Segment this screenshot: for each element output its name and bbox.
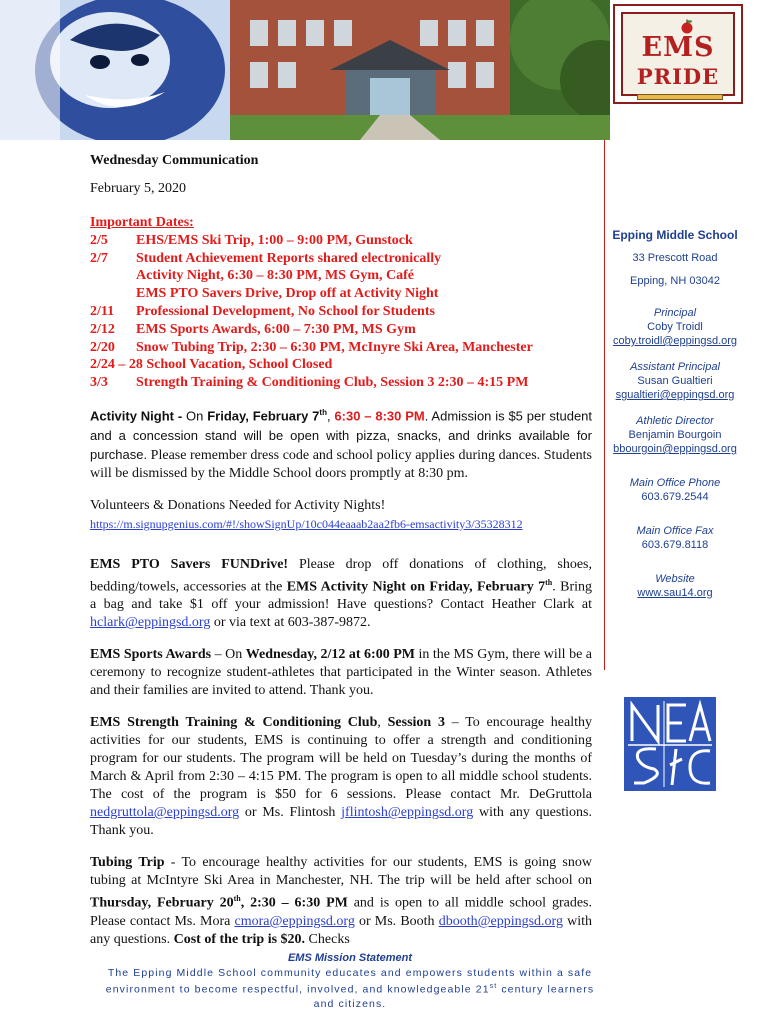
mission-statement: [100, 952, 600, 1011]
tubing-text-2: and is open to all middle school grades. Please contact Ms. Mora: [90, 895, 592, 929]
activity-night-paragraph: [90, 404, 592, 483]
activity-label: Activity Night -: [90, 408, 187, 424]
column-divider: [604, 140, 605, 670]
website-label: Website: [655, 573, 695, 585]
contact-name: Susan Gualtieri: [637, 375, 713, 387]
neasc-logo-text: [716, 697, 717, 698]
mora-email-link[interactable]: cmora@eppingsd.org: [234, 913, 355, 929]
tubing-sup: th: [233, 894, 241, 904]
date-row: [90, 250, 592, 268]
pto-event: EMS Activity Night on Friday, February 7: [286, 579, 546, 595]
tubing-paragraph: [90, 854, 592, 949]
newsletter-body: [90, 152, 592, 949]
volunteers-paragraph: [90, 497, 592, 534]
tubing-cost: Cost of the trip is $20.: [173, 931, 306, 947]
volunteers-text: Volunteers & Donations Needed for Activity Nights!: [90, 497, 386, 513]
sports-heading: EMS Sports Awards: [90, 647, 212, 663]
date-event: EHS/EMS Ski Trip, 1:00 – 9:00 PM, Gunstock: [136, 232, 413, 248]
pto-text: Please drop off donations of clothing, shoes, bedding/towels, accessories at the: [90, 556, 592, 595]
date-row: [90, 267, 592, 285]
mission-text-1: The Epping Middle School community educates and empowers students within a safe environment to become respectful, involved, and knowledgeable 21: [105, 967, 593, 996]
neasc-logo-icon: [624, 697, 716, 791]
date-event: Professional Development, No School for Students: [136, 303, 435, 319]
sports-text: in the MS Gym, there will be a ceremony to recognize student-athletes that participated in the Winter season. Athletes and their families are invited to attend. Thank you.: [90, 647, 593, 699]
date-cell: [90, 285, 136, 303]
logo-line-pride: PRIDE: [636, 64, 720, 89]
date-event: Student Achievement Reports shared electronically: [136, 250, 442, 266]
sports-paragraph: [90, 646, 592, 700]
date-event: Snow Tubing Trip, 2:30 – 6:30 PM, McInyre Ski Area, Manchester: [136, 339, 533, 355]
activity-text-2: Please remember dress code and school policy applies during dances. Students will be dismissed by the Middle School doors promptly at 8:30 pm.: [90, 447, 592, 481]
date-cell: 3/3: [90, 375, 108, 391]
date-cell: [90, 267, 136, 285]
tubing-text: - To encourage healthy activities for our students, EMS is going snow tubing at McIntyre Ski Area in Manchester, NH. The trip will be held after school on: [90, 855, 592, 889]
contact-name: Coby Troidl: [647, 321, 703, 333]
website-link[interactable]: www.sau14.org: [637, 587, 713, 599]
school-name: Epping Middle School: [612, 228, 738, 242]
pto-text-3: or via text at 603-387-9872.: [210, 615, 371, 631]
strength-comma: ,: [377, 715, 388, 731]
pto-text-2: . Bring a bag and take $1 off your admission! Have questions? Contact Heather Clark at: [90, 579, 593, 613]
contact-role: Athletic Director: [636, 415, 714, 427]
date-event: EMS PTO Savers Drive, Drop off at Activity Night: [136, 286, 439, 302]
tubing-day: Thursday, February 20: [90, 895, 234, 911]
important-dates: [90, 214, 592, 392]
signup-link[interactable]: https://m.signupgenius.com/#!/showSignUp/10c044eaaab2aa2fb6-emsactivity3/35328312: [90, 516, 523, 531]
tubing-text-4: Checks: [305, 931, 350, 947]
date-event: EMS Sports Awards, 6:00 – 7:30 PM, MS Gym: [136, 321, 416, 337]
tubing-time: , 2:30 – 6:30 PM: [240, 895, 348, 911]
date-cell: 2/11: [90, 303, 115, 319]
strength-text: – To encourage healthy activities for our students, EMS is continuing to offer a strength and conditioning program for our students. The program will be held on Tuesday’s during the months of March & April from 2:30 – 4:15 PM. The program is open to all middle school students. The cost of the program is $50 for 6 sessions. Please contact Mr. DeGruttola: [90, 715, 592, 803]
date-row: [90, 321, 592, 339]
strength-paragraph: [90, 714, 592, 840]
pto-paragraph: [90, 556, 592, 633]
newsletter-title: Wednesday Communication: [90, 153, 259, 168]
date-cell: 2/20: [90, 339, 115, 355]
school-street: 33 Prescott Road: [632, 252, 718, 264]
date-event: Activity Night, 6:30 – 8:30 PM, MS Gym, Café: [136, 268, 415, 284]
activity-on: On: [186, 408, 208, 424]
contact-role: Assistant Principal: [630, 361, 720, 373]
flintosh-email-link[interactable]: jflintosh@eppingsd.org: [341, 805, 474, 821]
ems-pride-logo: [613, 4, 743, 104]
date-event: Strength Training & Conditioning Club, Session 3 2:30 – 4:15 PM: [136, 375, 529, 391]
booth-email-link[interactable]: dbooth@eppingsd.org: [438, 913, 563, 929]
date-row: [90, 232, 592, 250]
contact-role: Principal: [653, 307, 697, 319]
activity-time: 6:30 – 8:30 PM: [334, 408, 425, 424]
neasc-accreditation-logo: [624, 697, 716, 791]
strength-session: Session 3: [387, 715, 445, 731]
date-row: [90, 374, 592, 392]
logo-line-ems: EMS: [641, 32, 715, 63]
fax-number: 603.679.8118: [641, 539, 709, 551]
tubing-text-3: with any questions.: [90, 913, 592, 947]
date-cell: 2/7: [90, 250, 108, 266]
hclark-email-link[interactable]: hclark@eppingsd.org: [90, 615, 211, 631]
strength-text-2: with any questions. Thank you.: [90, 805, 592, 839]
date-row: [90, 356, 592, 374]
pencil-icon: [637, 94, 723, 100]
tubing-or: or Ms. Booth: [354, 913, 439, 929]
mission-text: [100, 966, 600, 1011]
newsletter-date: February 5, 2020: [90, 181, 187, 196]
date-row: [90, 339, 592, 357]
assistant-principal-email-link[interactable]: sgualtieri@eppingsd.org: [615, 389, 735, 401]
strength-heading: EMS Strength Training & Conditioning Club: [90, 715, 378, 731]
phone-number: 603.679.2544: [641, 491, 709, 503]
date-row: [90, 303, 592, 321]
contact-name: Benjamin Bourgoin: [628, 429, 722, 441]
date-cell: 2/24 – 28 School Vacation, School Closed: [90, 357, 333, 373]
date-row: [90, 285, 592, 303]
pto-sup: th: [545, 577, 553, 587]
tubing-heading: Tubing Trip: [90, 855, 165, 871]
sports-dash: – On: [211, 647, 246, 663]
sports-when: Wednesday, 2/12 at 6:00 PM: [245, 647, 415, 663]
header-banner: [0, 0, 610, 140]
activity-day: Friday, February 7: [207, 408, 320, 424]
school-photo-illustration: [0, 0, 610, 140]
date-cell: 2/5: [90, 232, 108, 248]
activity-text: . Admission is $5 per student and a concession stand will be open with pizza, snacks, and drinks available for purchase.: [90, 408, 593, 462]
activity-comma: ,: [326, 408, 335, 424]
activity-sup: th: [319, 407, 327, 417]
fax-label: Main Office Fax: [636, 525, 714, 537]
contact-sidebar: [606, 228, 744, 600]
school-city: Epping, NH 03042: [630, 275, 720, 287]
principal-email-link[interactable]: coby.troidl@eppingsd.org: [612, 335, 738, 347]
mission-title: EMS Mission Statement: [287, 952, 413, 964]
mission-sup: st: [489, 983, 498, 990]
important-dates-heading: Important Dates:: [90, 215, 194, 230]
strength-or: or Ms. Flintosh: [239, 805, 342, 821]
degruttola-email-link[interactable]: nedgruttola@eppingsd.org: [90, 805, 240, 821]
phone-label: Main Office Phone: [629, 477, 721, 489]
athletic-director-email-link[interactable]: bbourgoin@eppingsd.org: [613, 443, 737, 455]
pto-heading: EMS PTO Savers FUNDrive!: [90, 556, 289, 572]
date-cell: 2/12: [90, 321, 115, 337]
mission-text-2: century learners and citizens.: [313, 983, 595, 1010]
